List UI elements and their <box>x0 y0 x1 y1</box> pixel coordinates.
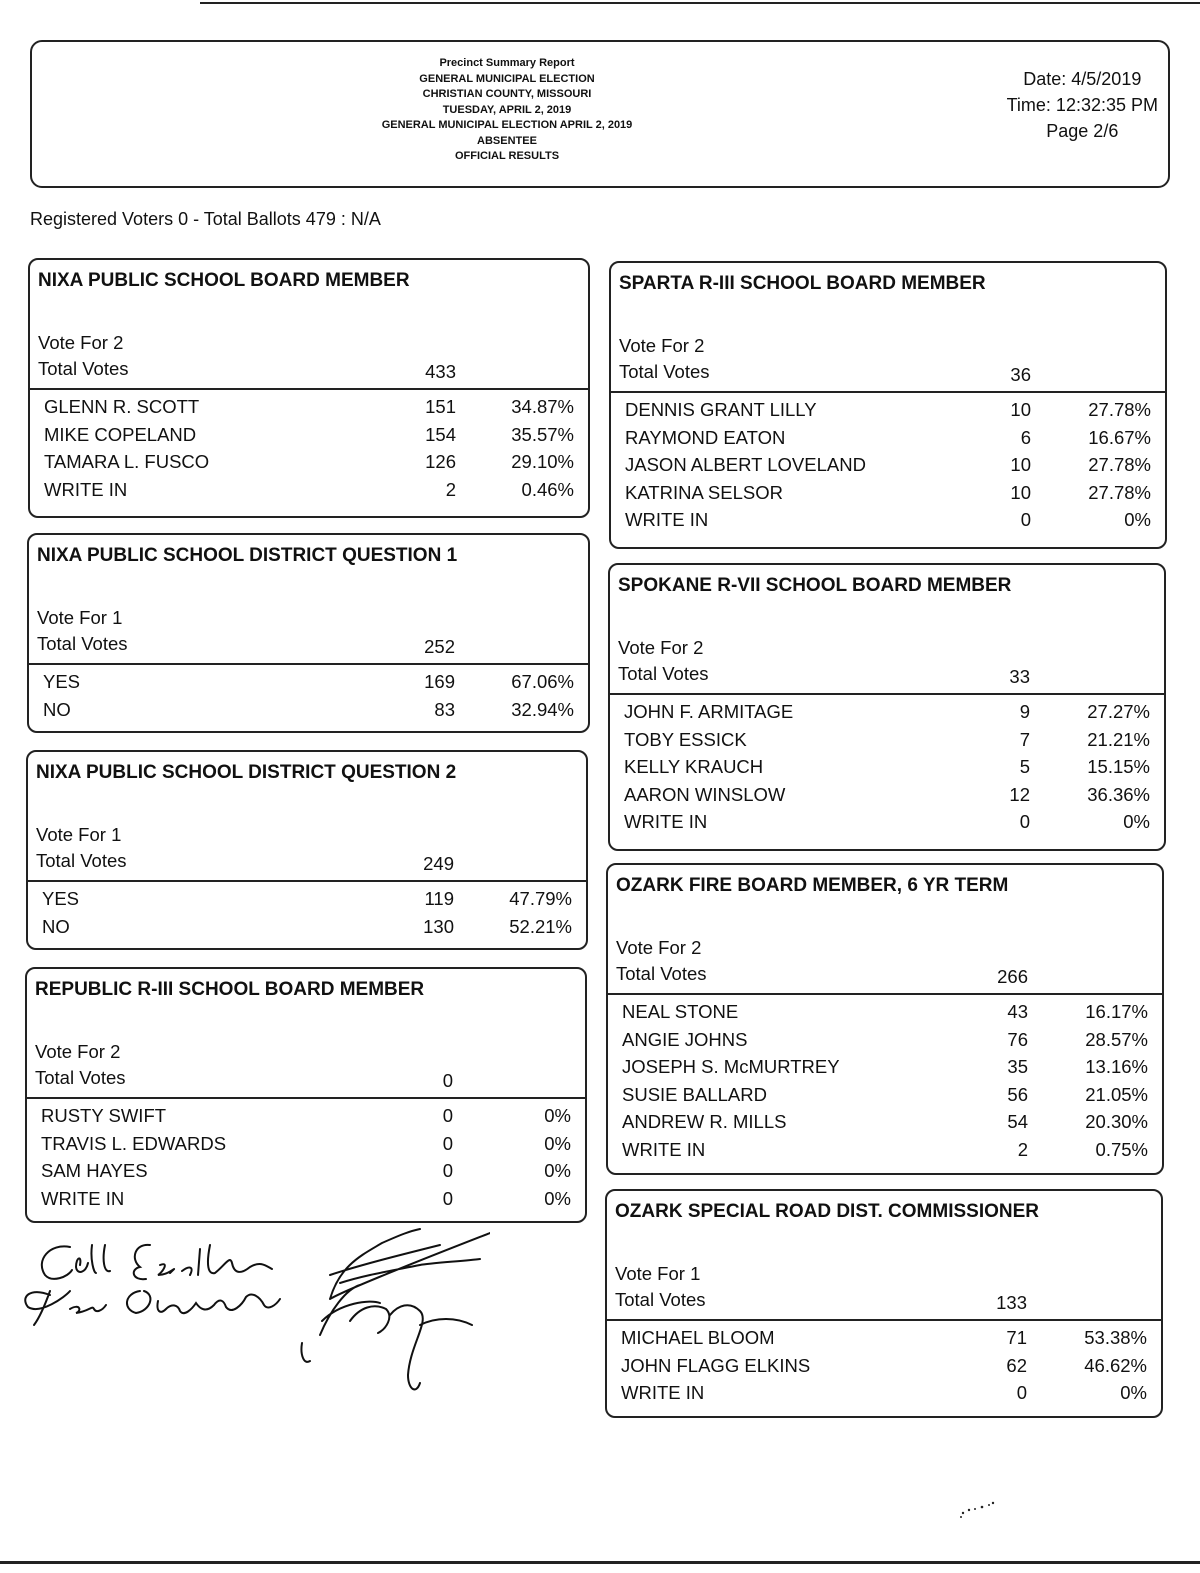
results-divider <box>29 663 588 665</box>
candidate-row <box>611 482 1165 509</box>
candidate-percent: 34.87% <box>511 396 574 417</box>
candidate-row <box>611 427 1165 454</box>
candidate-percent: 15.15% <box>1087 756 1150 777</box>
candidate-name: AARON WINSLOW <box>624 783 786 805</box>
candidate-votes: 0 <box>1020 509 1031 530</box>
candidate-votes: 43 <box>1007 1001 1028 1022</box>
race-ozark-fire-board <box>606 863 1164 1175</box>
candidate-name: JOSEPH S. McMURTREY <box>622 1056 840 1077</box>
candidate-name: WRITE IN <box>624 811 708 832</box>
candidate-percent: 47.79% <box>509 888 572 909</box>
candidate-name: WRITE IN <box>44 478 128 500</box>
candidate-row <box>610 811 1164 838</box>
candidate-percent: 21.05% <box>1085 1083 1148 1105</box>
candidate-row <box>610 784 1164 811</box>
candidate-name: JOHN FLAGG ELKINS <box>621 1354 811 1376</box>
total-votes-value: 252 <box>424 636 455 657</box>
report-time: Time: 12:32:35 PM <box>1006 95 1158 115</box>
candidate-votes: 130 <box>423 915 454 937</box>
candidate-votes: 10 <box>1010 399 1031 420</box>
candidate-name: WRITE IN <box>621 1382 705 1403</box>
candidate-votes: 6 <box>1020 426 1031 448</box>
total-votes-value: 0 <box>442 1070 453 1091</box>
candidate-row <box>27 1105 585 1132</box>
candidate-votes: 71 <box>1006 1327 1027 1348</box>
candidate-name: MIKE COPELAND <box>44 423 197 445</box>
vote-for-label: Vote For 2 <box>619 335 705 356</box>
results-divider <box>610 693 1164 695</box>
candidate-percent: 27.78% <box>1088 481 1151 503</box>
candidate-votes: 10 <box>1010 481 1031 503</box>
race-title: NIXA PUBLIC SCHOOL DISTRICT QUESTION 2 <box>36 762 457 783</box>
candidate-row <box>29 671 588 698</box>
candidate-percent: 16.67% <box>1088 426 1151 448</box>
candidate-row <box>27 1188 585 1215</box>
candidate-percent: 27.27% <box>1087 701 1150 722</box>
candidate-name: YES <box>42 888 80 909</box>
candidate-row <box>29 699 588 726</box>
total-votes-label: Total Votes <box>618 663 709 684</box>
candidate-row <box>27 1160 585 1187</box>
candidate-row <box>30 396 588 423</box>
candidate-votes: 5 <box>1019 756 1030 777</box>
race-nixa-question-2 <box>26 750 588 950</box>
race-title: NIXA PUBLIC SCHOOL DISTRICT QUESTION 1 <box>37 545 458 566</box>
candidate-percent: 16.17% <box>1085 1001 1148 1022</box>
candidate-name: MICHAEL BLOOM <box>621 1327 775 1348</box>
candidate-row <box>608 1139 1162 1166</box>
race-spokane-school-board <box>608 563 1166 851</box>
candidate-row <box>30 451 588 478</box>
total-votes-value: 266 <box>997 966 1028 987</box>
official-signatures <box>10 1225 490 1405</box>
bottom-scan-line <box>0 1561 1200 1564</box>
candidate-row <box>608 1084 1162 1111</box>
race-title: SPOKANE R-VII SCHOOL BOARD MEMBER <box>618 575 1012 596</box>
candidate-row <box>611 509 1165 536</box>
candidate-percent: 0% <box>1124 509 1151 530</box>
race-nixa-question-1 <box>27 533 590 733</box>
candidate-row <box>610 701 1164 728</box>
candidate-row <box>610 729 1164 756</box>
candidate-percent: 27.78% <box>1088 454 1151 475</box>
results-status: OFFICIAL RESULTS <box>454 150 560 162</box>
candidate-percent: 35.57% <box>511 423 574 445</box>
vote-for-label: Vote For 2 <box>616 937 702 958</box>
race-title: SPARTA R-III SCHOOL BOARD MEMBER <box>619 273 986 294</box>
candidate-votes: 0 <box>1019 811 1030 832</box>
candidate-votes: 12 <box>1009 783 1030 805</box>
candidate-name: SAM HAYES <box>41 1160 148 1181</box>
race-ozark-road-commissioner <box>605 1189 1163 1418</box>
report-date: Date: 4/5/2019 <box>1023 69 1142 89</box>
candidate-name: SUSIE BALLARD <box>622 1083 767 1105</box>
vote-for-label: Vote For 1 <box>615 1263 701 1284</box>
candidate-row <box>607 1382 1161 1409</box>
candidate-name: NEAL STONE <box>622 1001 739 1022</box>
candidate-votes: 62 <box>1006 1354 1027 1376</box>
precinct-name: ABSENTEE <box>477 134 537 147</box>
results-divider <box>30 388 588 390</box>
election-name: GENERAL MUNICIPAL ELECTION <box>419 72 595 85</box>
total-votes-label: Total Votes <box>35 1067 126 1088</box>
candidate-name: RUSTY SWIFT <box>41 1105 167 1126</box>
candidate-name: DENNIS GRANT LILLY <box>625 399 817 420</box>
results-divider <box>607 1319 1161 1321</box>
election-full-name: GENERAL MUNICIPAL ELECTION APRIL 2, 2019 <box>381 119 633 131</box>
candidate-name: NO <box>42 915 70 937</box>
candidate-votes: 35 <box>1007 1056 1028 1077</box>
candidate-percent: 0% <box>1123 811 1150 832</box>
candidate-votes: 0 <box>442 1105 453 1126</box>
total-votes-value: 249 <box>423 853 454 874</box>
page-number: Page 2/6 <box>1046 121 1119 141</box>
candidate-percent: 46.62% <box>1084 1354 1147 1376</box>
candidate-row <box>30 479 588 506</box>
county-name: CHRISTIAN COUNTY, MISSOURI <box>422 88 592 100</box>
candidate-percent: 0% <box>544 1105 571 1126</box>
top-scan-line <box>200 2 1200 4</box>
candidate-name: JOHN F. ARMITAGE <box>624 701 794 722</box>
candidate-row <box>607 1327 1161 1354</box>
candidate-votes: 126 <box>425 451 456 472</box>
candidate-percent: 20.30% <box>1085 1111 1148 1132</box>
candidate-row <box>607 1355 1161 1382</box>
results-divider <box>28 880 586 882</box>
results-divider <box>608 993 1162 995</box>
candidate-percent: 28.57% <box>1085 1028 1148 1050</box>
candidate-row <box>608 1001 1162 1028</box>
candidate-votes: 56 <box>1007 1083 1028 1105</box>
candidate-percent: 0% <box>544 1132 571 1154</box>
candidate-row <box>608 1111 1162 1138</box>
election-date: TUESDAY, APRIL 2, 2019 <box>442 103 572 116</box>
vote-for-label: Vote For 2 <box>618 637 704 658</box>
candidate-votes: 169 <box>424 671 455 692</box>
candidate-name: TRAVIS L. EDWARDS <box>41 1132 227 1154</box>
total-votes-value: 33 <box>1009 666 1030 687</box>
candidate-votes: 154 <box>425 423 456 445</box>
candidate-votes: 10 <box>1010 454 1031 475</box>
candidate-name: TOBY ESSICK <box>624 728 747 750</box>
candidate-percent: 21.21% <box>1087 728 1150 750</box>
candidate-row <box>28 888 586 915</box>
candidate-name: ANDREW R. MILLS <box>622 1111 787 1132</box>
vote-for-label: Vote For 1 <box>36 824 122 845</box>
total-votes-label: Total Votes <box>616 963 707 984</box>
candidate-row <box>27 1133 585 1160</box>
total-votes-label: Total Votes <box>37 633 128 654</box>
total-votes-label: Total Votes <box>38 358 129 379</box>
candidate-percent: 0.46% <box>521 478 574 500</box>
candidate-percent: 29.10% <box>511 451 574 472</box>
report-header-title-block <box>322 56 692 165</box>
candidate-percent: 52.21% <box>509 915 572 937</box>
candidate-percent: 67.06% <box>511 671 574 692</box>
candidate-name: WRITE IN <box>622 1138 706 1160</box>
candidate-name: YES <box>43 671 81 692</box>
candidate-name: WRITE IN <box>625 509 709 530</box>
candidate-percent: 0% <box>544 1160 571 1181</box>
vote-for-label: Vote For 2 <box>35 1041 121 1062</box>
vote-for-label: Vote For 2 <box>38 332 124 353</box>
candidate-name: ANGIE JOHNS <box>622 1028 748 1050</box>
race-title: OZARK SPECIAL ROAD DIST. COMMISSIONER <box>615 1201 1040 1222</box>
candidate-votes: 2 <box>445 478 456 500</box>
race-sparta-school-board <box>609 261 1167 549</box>
candidate-votes: 119 <box>424 888 454 909</box>
vote-for-label: Vote For 1 <box>37 607 123 628</box>
race-title: OZARK FIRE BOARD MEMBER, 6 YR TERM <box>616 875 1009 896</box>
candidate-row <box>608 1029 1162 1056</box>
race-title: NIXA PUBLIC SCHOOL BOARD MEMBER <box>38 270 410 291</box>
candidate-name: TAMARA L. FUSCO <box>44 451 210 472</box>
candidate-percent: 27.78% <box>1088 399 1151 420</box>
candidate-votes: 2 <box>1017 1138 1028 1160</box>
candidate-votes: 83 <box>434 698 455 720</box>
total-votes-label: Total Votes <box>36 850 127 871</box>
candidate-row <box>608 1056 1162 1083</box>
candidate-percent: 36.36% <box>1087 783 1150 805</box>
candidate-votes: 0 <box>442 1132 453 1154</box>
total-votes-label: Total Votes <box>619 361 710 382</box>
candidate-votes: 0 <box>442 1187 453 1209</box>
stray-ink-mark <box>955 1495 1005 1525</box>
candidate-row <box>28 916 586 943</box>
candidate-percent: 13.16% <box>1085 1056 1148 1077</box>
candidate-percent: 53.38% <box>1084 1327 1147 1348</box>
candidate-votes: 0 <box>1016 1382 1027 1403</box>
candidate-name: WRITE IN <box>41 1187 125 1209</box>
total-votes-value: 433 <box>425 361 456 382</box>
candidate-votes: 151 <box>425 396 456 417</box>
total-votes-value: 36 <box>1010 364 1031 385</box>
race-title: REPUBLIC R-III SCHOOL BOARD MEMBER <box>35 979 425 1000</box>
candidate-name: NO <box>43 698 71 720</box>
report-header <box>30 40 1170 188</box>
candidate-percent: 0% <box>1120 1382 1147 1403</box>
candidate-row <box>611 399 1165 426</box>
candidate-votes: 0 <box>442 1160 453 1181</box>
candidate-name: KATRINA SELSOR <box>625 481 783 503</box>
candidate-votes: 7 <box>1019 728 1030 750</box>
candidate-row <box>611 454 1165 481</box>
candidate-name: JASON ALBERT LOVELAND <box>625 454 866 475</box>
registered-voters-line: Registered Voters 0 - Total Ballots 479 : N/A <box>30 209 381 229</box>
candidate-percent: 0% <box>544 1187 571 1209</box>
candidate-percent: 32.94% <box>511 698 574 720</box>
candidate-name: RAYMOND EATON <box>625 426 786 448</box>
candidate-name: GLENN R. SCOTT <box>44 396 200 417</box>
race-nixa-school-board <box>28 258 590 518</box>
total-votes-label: Total Votes <box>615 1289 706 1310</box>
candidate-row <box>30 424 588 451</box>
candidate-percent: 0.75% <box>1095 1138 1148 1160</box>
candidate-row <box>610 756 1164 783</box>
results-divider <box>611 391 1165 393</box>
candidate-votes: 76 <box>1007 1028 1028 1050</box>
results-divider <box>27 1097 585 1099</box>
candidate-name: KELLY KRAUCH <box>624 756 764 777</box>
candidate-votes: 9 <box>1019 701 1030 722</box>
report-type: Precinct Summary Report <box>439 57 575 69</box>
report-header-meta <box>1007 66 1158 144</box>
total-votes-value: 133 <box>996 1292 1027 1313</box>
candidate-votes: 54 <box>1007 1111 1028 1132</box>
race-republic-school-board <box>25 967 587 1223</box>
